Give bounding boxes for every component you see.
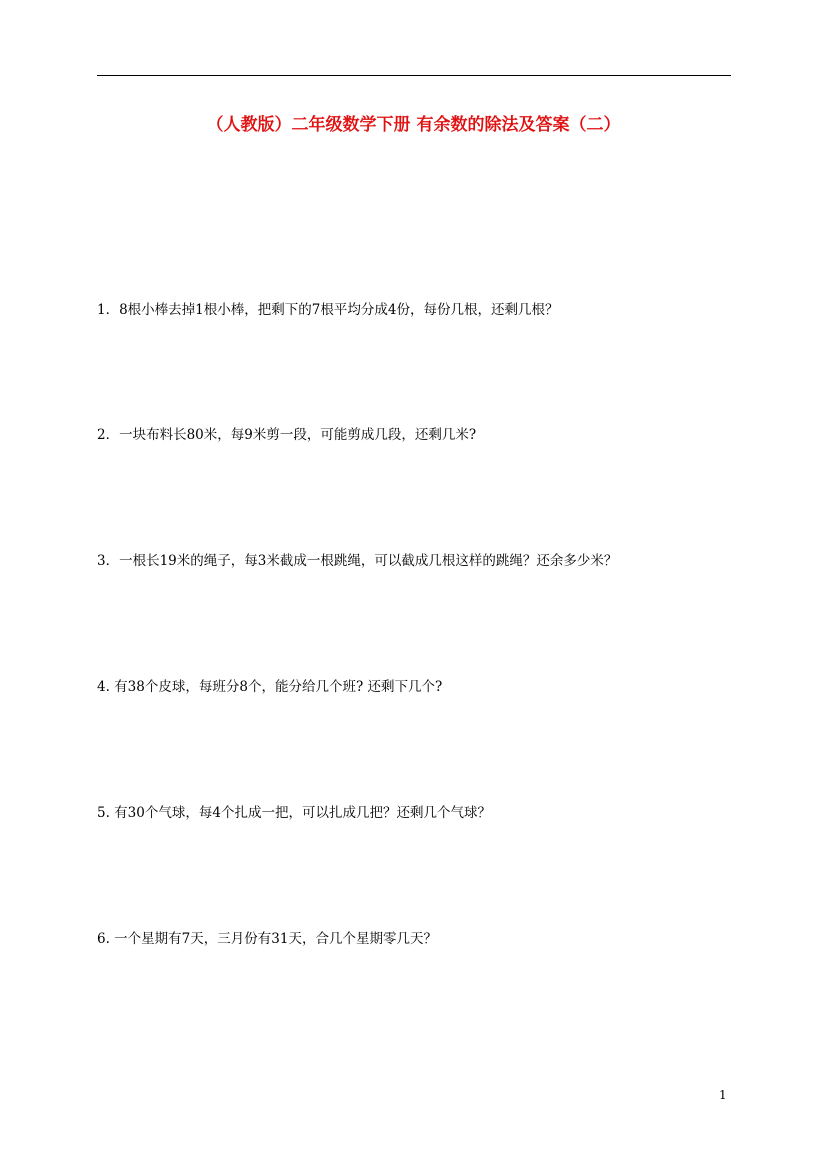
page-number: 1	[719, 1088, 727, 1102]
question-1: 1．8根小棒去掉1根小棒，把剩下的7根平均分成4份，每份几根，还剩几根？	[97, 302, 559, 318]
question-6: 6. 一个星期有7天，三月份有31天，合几个星期零几天？	[97, 931, 437, 947]
question-3: 3．一根长19米的绳子，每3米截成一根跳绳，可以截成几根这样的跳绳？还余多少米？	[97, 553, 618, 569]
question-4: 4. 有38个皮球，每班分8个，能分给几个班? 还剩下几个?	[97, 679, 443, 695]
question-2: 2．一块布料长80米，每9米剪一段，可能剪成几段，还剩几米?	[97, 427, 477, 443]
page-title: （人教版）二年级数学下册 有余数的除法及答案（二）	[206, 115, 621, 135]
header-rule	[97, 75, 731, 76]
question-5: 5. 有30个气球，每4个扎成一把，可以扎成几把？还剩几个气球？	[97, 805, 491, 821]
